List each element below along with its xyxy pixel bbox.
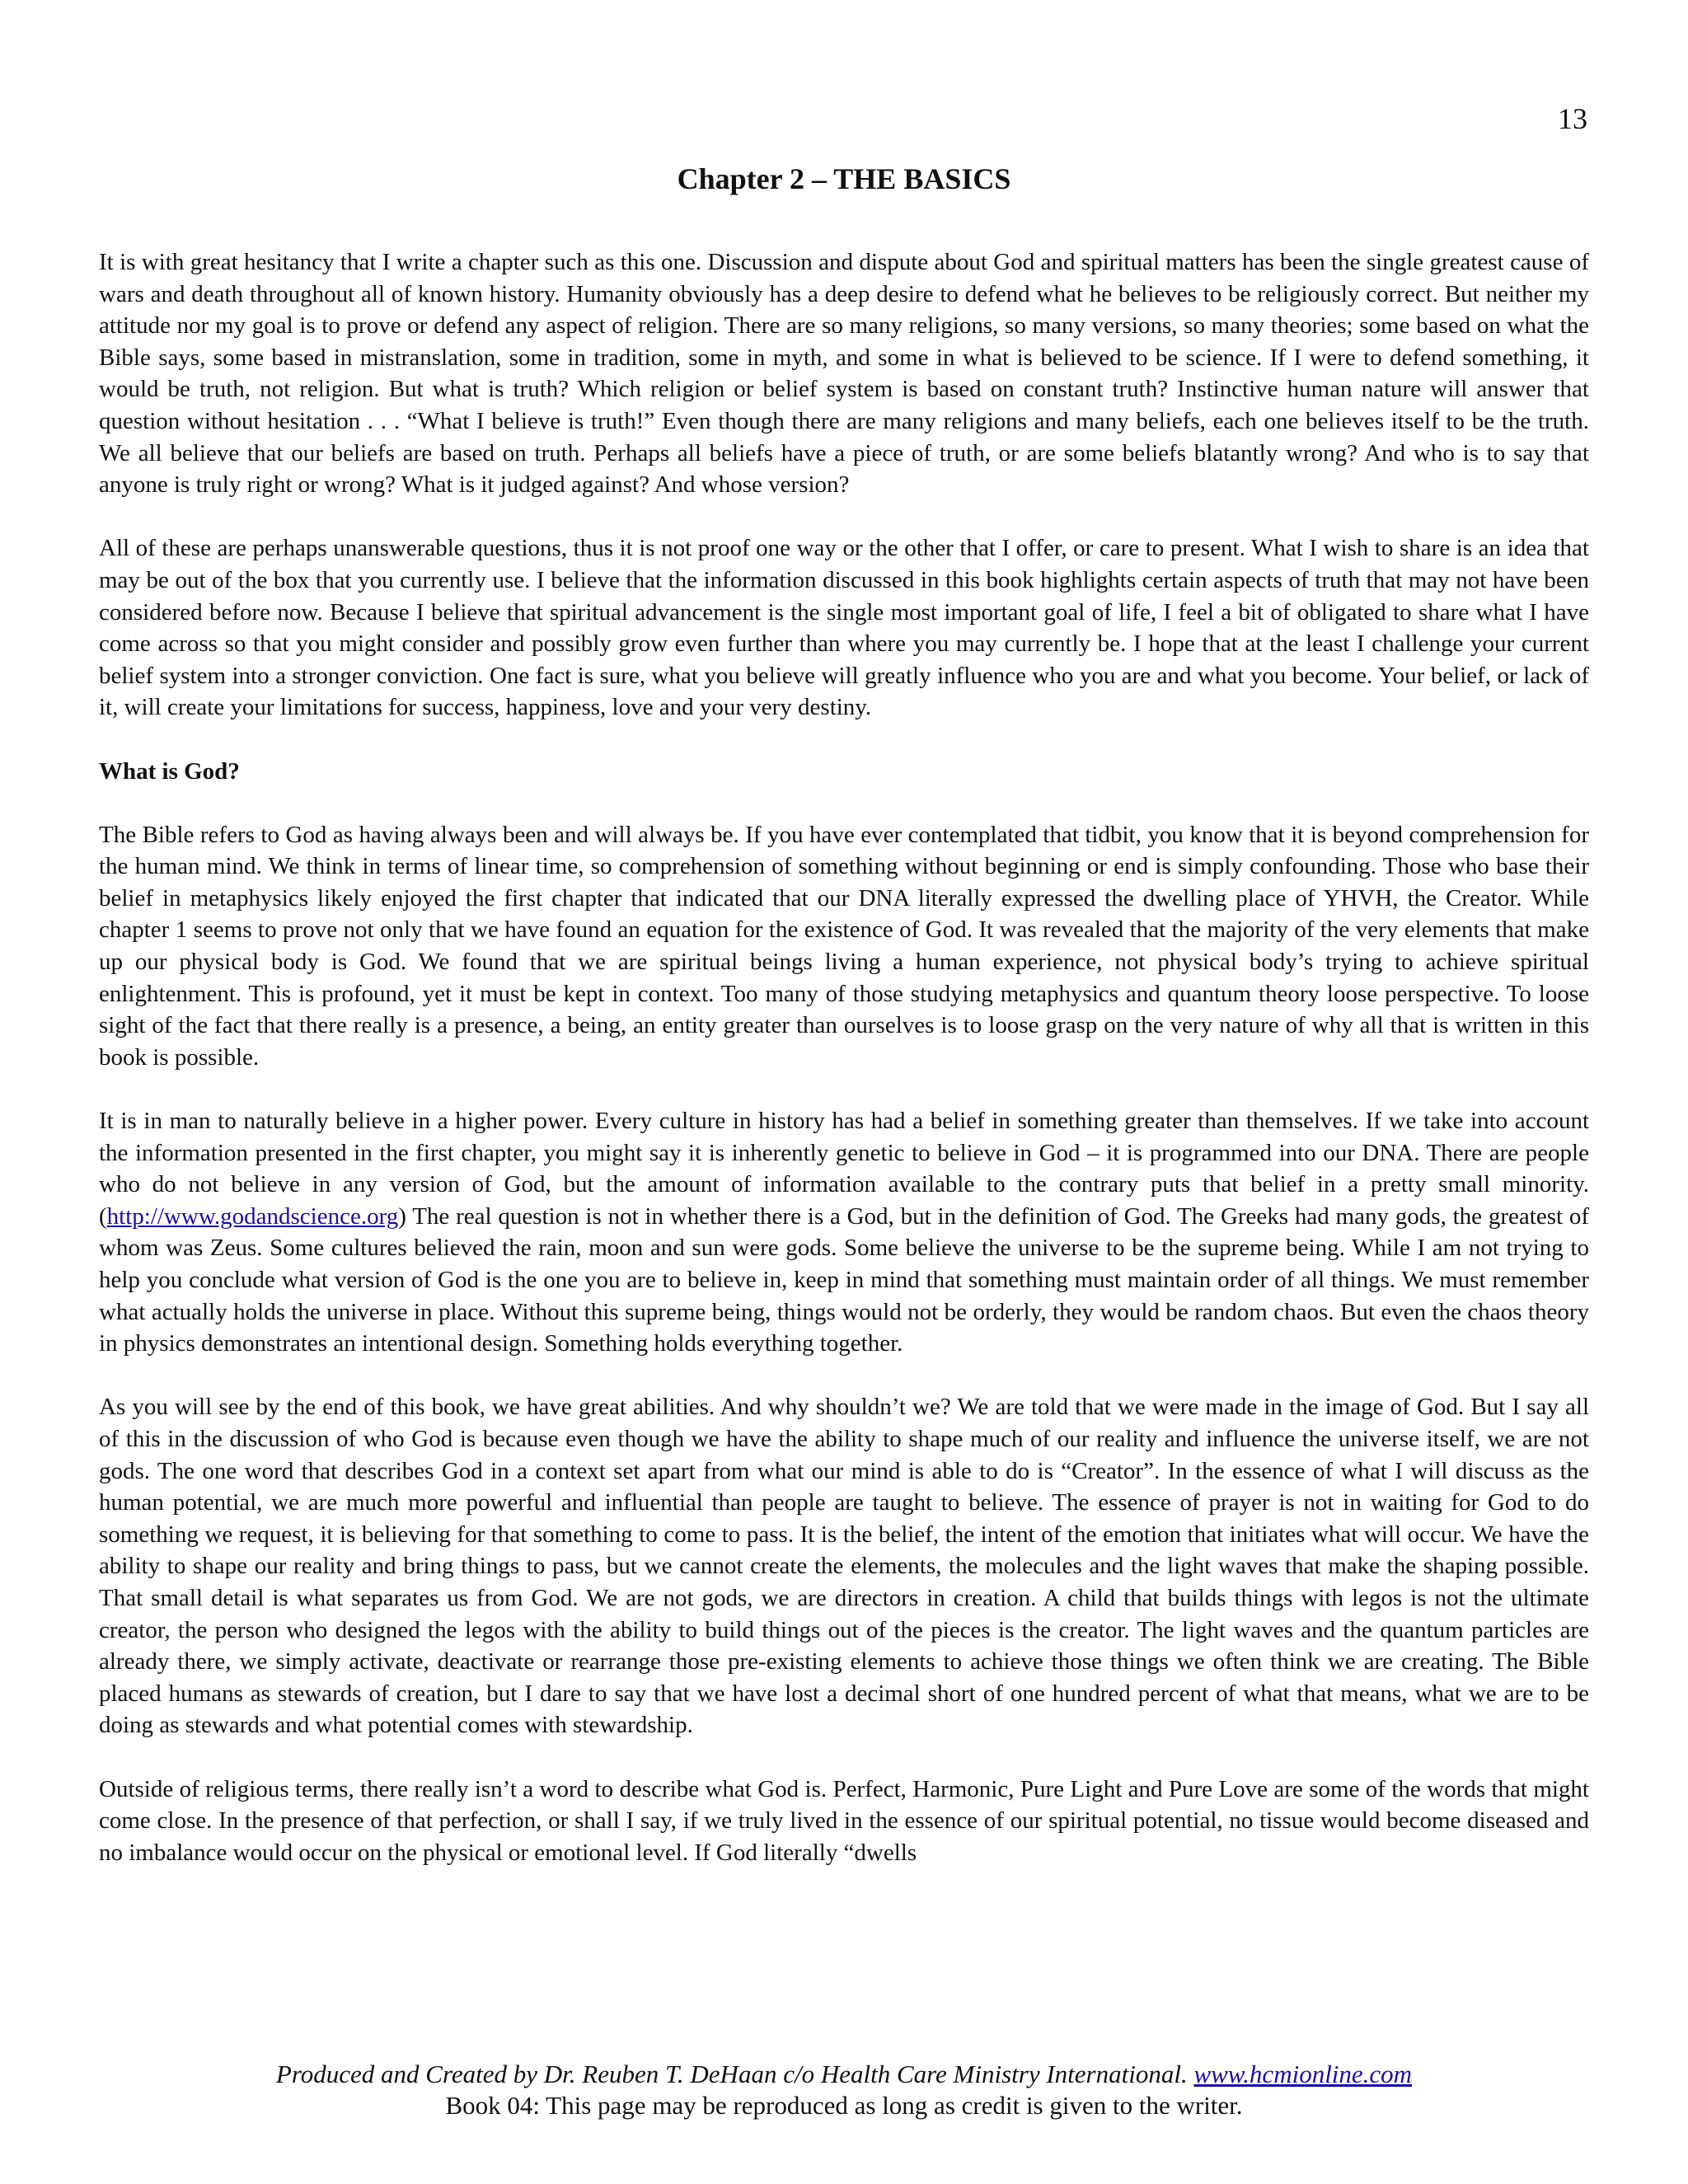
footer-credit-text: Produced and Created by Dr. Reuben T. DeHaan c/o Health Care Ministry International. (275, 2060, 1194, 2088)
footer-credit (0, 2059, 1688, 2090)
hcmionline-link[interactable]: www.hcmionline.com (1193, 2060, 1413, 2088)
godandscience-link[interactable]: http://www.godandscience.org (106, 1202, 399, 1230)
paragraph-higher-power-text-a: It is in man to naturally believe in a higher power. Every culture in history has had a belief in something greater than themselves. If we take into account the information presented in the first chapter, you might say it is inherently genetic to believe in God – it is programmed into our DNA. There are people who do not believe in any version of God, but the amount of information available to the contrary puts that belief in a pretty small minority. ( (99, 1108, 1589, 1230)
body-text (99, 246, 1589, 1868)
paragraph-bible-refers: The Bible refers to God as having always been and will always be. If you have ever contemplated that tidbit, you know that it is beyond comprehension for the human mind. We think in terms of linear time, so comprehension of something without beginning or end is simply confounding. Those who base their belief in metaphysics likely enjoyed the first chapter that indicated that our DNA literally expressed the dwelling place of YHVH, the Creator. While chapter 1 seems to prove not only that we have found an equation for the existence of God. It was revealed that the majority of the very elements that make up our physical body is God. We found that we are spiritual beings living a human experience, not physical body’s trying to achieve spiritual enlightenment. This is profound, yet it must be kept in context. Too many of those studying metaphysics and quantum theory loose perspective. To loose sight of the fact that there really is a presence, a being, an entity greater than ourselves is to loose grasp on the very nature of why all that is written in this book is possible. (99, 821, 1589, 1071)
section-heading-what-is-god: What is God? (99, 757, 240, 785)
paragraph-intro: It is with great hesitancy that I write a chapter such as this one. Discussion and dispute about God and spiritual matters has been the single greatest cause of wars and death throughout all of known history. Humanity obviously has a deep desire to defend what he believes to be religiously correct. But neither my attitude nor my goal is to prove or defend any aspect of religion. There are so many religions, so many versions, so many theories; some based on what the Bible says, some based in mistranslation, some in tradition, some in myth, and some in what is believed to be science. If I were to defend something, it would be truth, not religion. But what is truth? Which religion or belief system is based on constant truth? Instinctive human nature will answer that question without hesitation . . . “What I believe is truth!” Even though there are many religions and many beliefs, each one believes itself to be the truth. We all believe that our beliefs are based on truth. Perhaps all beliefs have a piece of truth, or are some beliefs blatantly wrong? And who is to say that anyone is truly right or wrong? What is it judged against? And whose version? (99, 249, 1589, 499)
paragraph-great-abilities: As you will see by the end of this book, we have great abilities. And why shouldn’t we? We are told that we were made in the image of God. But I say all of this in the discussion of who God is because even though we have the ability to shape much of our reality and influence the universe itself, we are not gods. The one word that describes God in a context set apart from what our mind is able to do is “Creator”. In the essence of what I will discuss as the human potential, we are much more powerful and influential than people are taught to believe. The essence of prayer is not in waiting for God to do something we request, it is believing for that something to come to pass. It is the belief, the intent of the emotion that initiates what will occur. We have the ability to shape our reality and bring things to pass, but we cannot create the elements, the molecules and the light waves that make the shaping possible. That small detail is what separates us from God. We are not gods, we are directors in creation. A child that builds things with legos is not the ultimate creator, the person who designed the legos with the ability to build things out of the pieces is the creator. The light waves and the quantum particles are already there, we simply activate, deactivate or rearrange those pre-existing elements to achieve those things we often think we are creating. The Bible placed humans as stewards of creation, but I dare to say that we have lost a decimal short of one hundred percent of what that means, what we are to be doing as stewards and what potential comes with stewardship. (99, 1394, 1589, 1739)
paragraph-outside-religious-terms: Outside of religious terms, there really isn’t a word to describe what God is. Perfect, Harmonic, Pure Light and Pure Love are some of the words that might come close. In the presence of that perfection, or shall I say, if we truly lived in the essence of our spiritual potential, no tissue would become diseased and no imbalance would occur on the physical or emotional level. If God literally “dwells (99, 1775, 1589, 1866)
footer-notice: Book 04: This page may be reproduced as long as credit is given to the writer. (445, 2091, 1243, 2120)
paragraph-higher-power (99, 1105, 1589, 1360)
chapter-title: Chapter 2 – THE BASICS (677, 162, 1011, 196)
paragraph-higher-power-text-b: ) The real question is not in whether there is a God, but in the definition of God. The Greeks had many gods, the greatest of whom was Zeus. Some cultures believed the rain, moon and sun were gods. Some believe the universe to be the supreme being. While I am not trying to help you conclude what version of God is the one you are to believe in, keep in mind that something must maintain order of all things. We must remember what actually holds the universe in place. Without this supreme being, things would not be orderly, they would be random chaos. But even the chaos theory in physics demonstrates an intentional design. Something holds everything together. (99, 1202, 1589, 1357)
page-number: 13 (1558, 102, 1587, 135)
footer (0, 2059, 1688, 2121)
paragraph-unanswerable-questions: All of these are perhaps unanswerable questions, thus it is not proof one way or the other that I offer, or care to present. What I wish to share is an idea that may be out of the box that you currently use. I believe that the information discussed in this book highlights certain aspects of truth that may not have been considered before now. Because I believe that spiritual advancement is the single most important goal of life, I feel a bit of obligated to share what I have come across so that you might consider and possibly grow even further than where you may currently be. I hope that at the least I challenge your current belief system into a stronger conviction. One fact is sure, what you believe will greatly influence who you are and what you become. Your belief, or lack of it, will create your limitations for success, happiness, love and your very destiny. (99, 535, 1589, 721)
